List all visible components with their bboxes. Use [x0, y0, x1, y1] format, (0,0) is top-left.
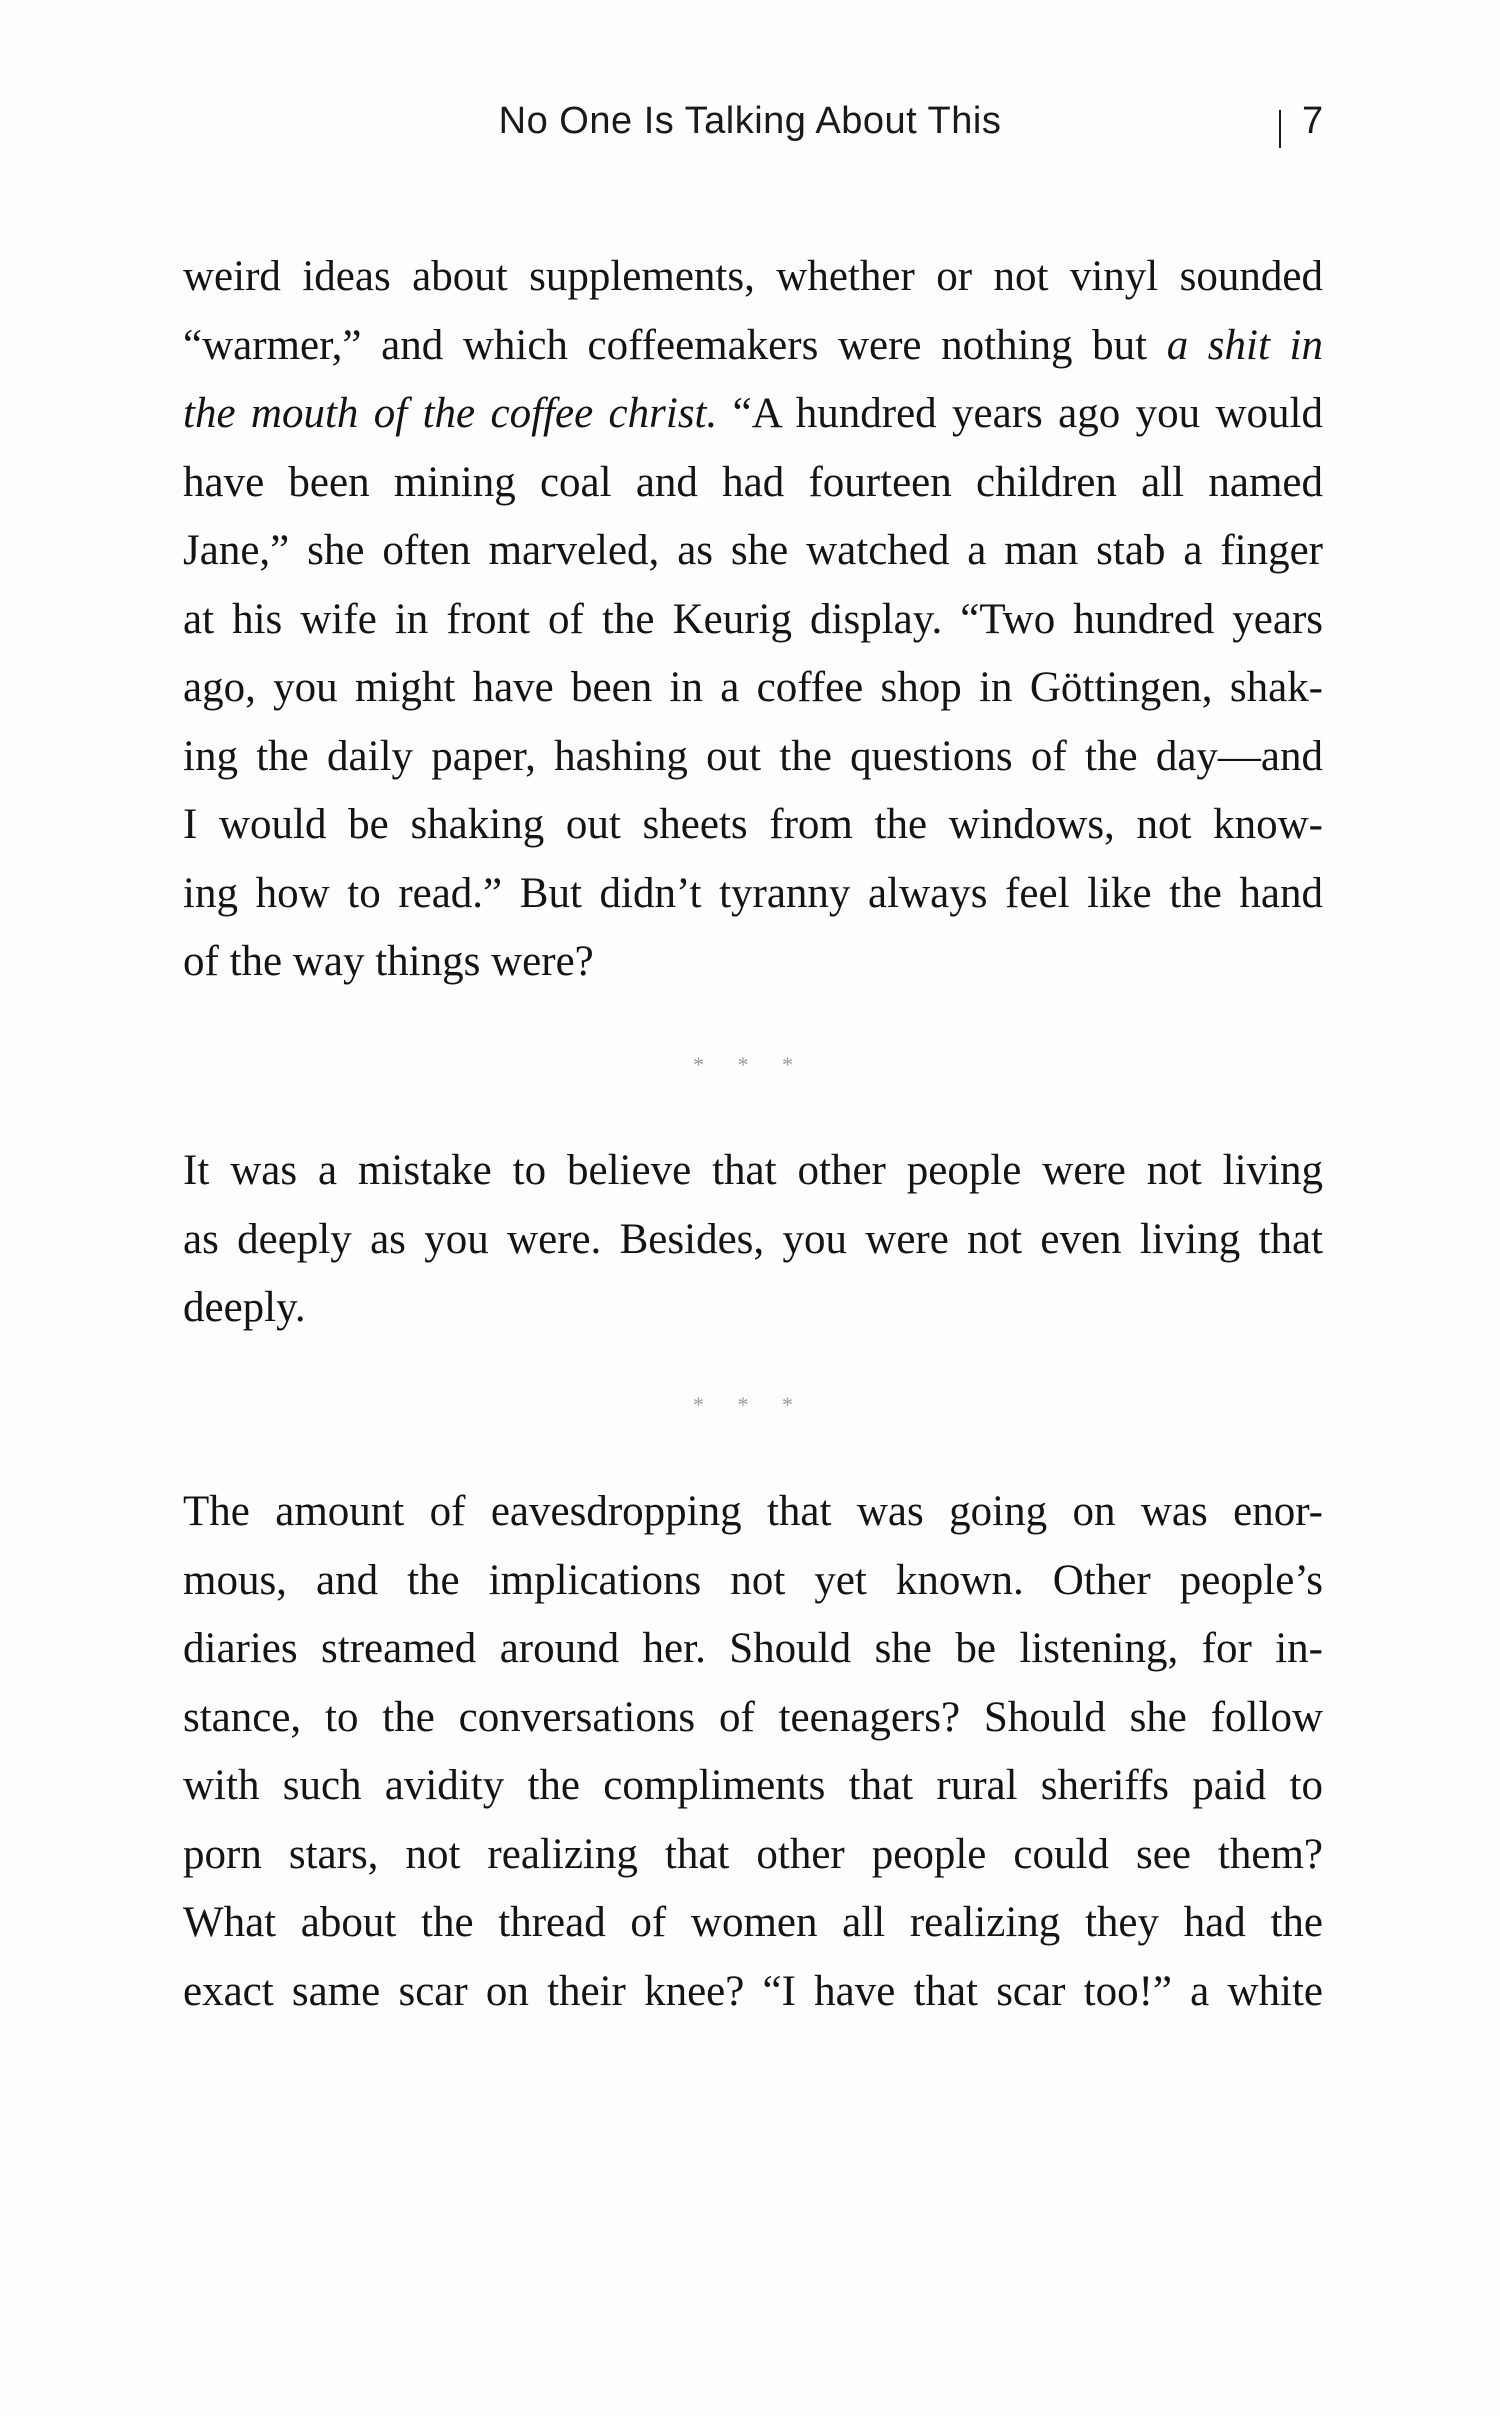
text-line: deeply. — [183, 1284, 306, 1331]
section-break: * * * — [693, 1392, 807, 1417]
text-line — [183, 380, 1323, 449]
text-line: ing how to read.” But didn’t tyranny always feel like the hand — [183, 869, 1323, 917]
text-line: What about the thread of women all realizing they had the — [183, 1899, 1323, 1946]
running-head — [0, 100, 1500, 160]
text-run: “A hundred years ago you would — [717, 390, 1323, 437]
text-line: of the way things were? — [183, 938, 594, 985]
text-line: diaries streamed around her. Should she be listening, for in- — [183, 1625, 1323, 1672]
text-line: It was a mistake to believe that other people were not living — [183, 1147, 1323, 1194]
paragraph-1 — [183, 243, 1323, 997]
page-number: 7 — [1302, 100, 1324, 142]
text-line: with such avidity the compliments that rural sheriffs paid to — [183, 1762, 1323, 1809]
text-line: weird ideas about supplements, whether or not vinyl sounded — [183, 253, 1323, 300]
text-line: exact same scar on their knee? “I have that scar too!” a white — [183, 1967, 1323, 2015]
text-line: as deeply as you were. Besides, you were not even living that — [183, 1215, 1323, 1263]
paragraph-3 — [183, 1478, 1323, 2026]
italic-text-run: a shit in — [1166, 321, 1323, 369]
text-line: Jane,” she often marveled, as she watched a man stab a finger — [183, 527, 1323, 574]
text-line: ing the daily paper, hashing out the questions of the day—and — [183, 732, 1323, 780]
running-title: No One Is Talking About This — [498, 100, 1002, 142]
text-line: at his wife in front of the Keurig display. “Two hundred years — [183, 595, 1323, 643]
folio-divider — [1279, 110, 1281, 148]
text-run: “warmer,” and which coffeemakers were nothing but — [183, 321, 1167, 369]
text-line: have been mining coal and had fourteen children all named — [183, 458, 1323, 506]
text-line: mous, and the implications not yet known. Other people’s — [183, 1556, 1323, 1604]
text-line: ago, you might have been in a coffee shop in Göttingen, shak- — [183, 664, 1323, 711]
text-line: I would be shaking out sheets from the windows, not know- — [183, 801, 1323, 848]
italic-text-run: the mouth of the coffee christ. — [183, 390, 718, 437]
text-line — [183, 312, 1323, 381]
text-line: porn stars, not realizing that other people could see them? — [183, 1830, 1323, 1878]
section-break: * * * — [693, 1052, 807, 1077]
text-line: stance, to the conversations of teenagers? Should she follow — [183, 1693, 1323, 1741]
text-line: The amount of eavesdropping that was going on was enor- — [183, 1488, 1323, 1535]
paragraph-2 — [183, 1137, 1323, 1343]
